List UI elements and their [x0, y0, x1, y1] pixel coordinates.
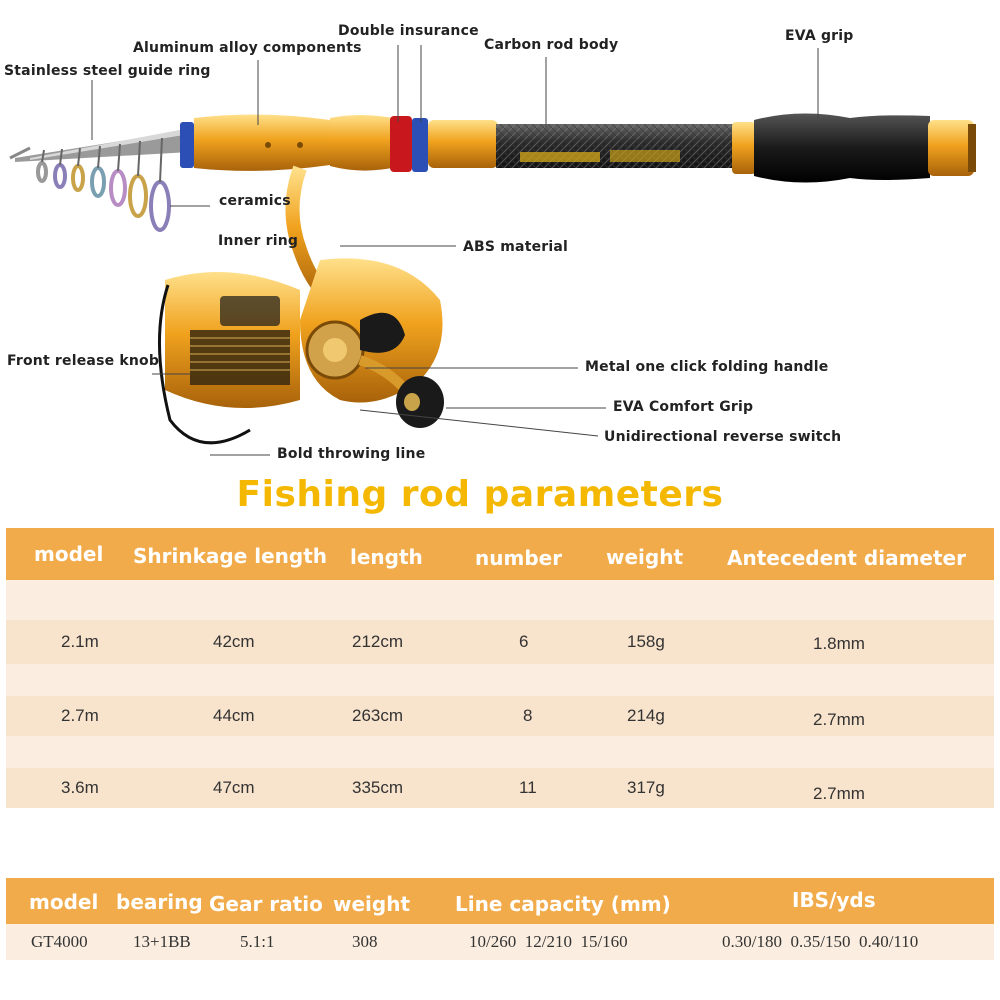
table-row	[6, 768, 994, 808]
cell-length: 263cm	[352, 706, 404, 725]
cell-weight: 214g	[627, 706, 665, 725]
table-spacer-row	[6, 580, 994, 620]
cell-bearing: 13+1BB	[133, 932, 191, 951]
cell-weight: 158g	[627, 632, 665, 651]
table-row	[6, 924, 994, 960]
cell-shrinkage-length: 42cm	[213, 632, 255, 651]
rod-table-header	[6, 528, 994, 580]
label-front-release-knob: Front release knob	[7, 353, 160, 369]
header-antecedent-diameter: Antecedent diameter	[727, 546, 966, 570]
cell-antecedent-diameter: 2.7mm	[813, 784, 865, 803]
label-carbon-rod-body: Carbon rod body	[484, 37, 619, 53]
cell-ibs-yds: 0.30/180 0.35/150 0.40/110	[722, 932, 919, 951]
header-shrinkage-length: Shrinkage length	[133, 544, 328, 568]
label-abs-material: ABS material	[463, 239, 569, 255]
header-length: length	[350, 545, 423, 569]
cell-length: 212cm	[352, 632, 404, 651]
header-model: model	[34, 542, 104, 566]
guide-rings	[38, 163, 169, 230]
header-weight: weight	[333, 892, 411, 916]
cell-shrinkage-length: 47cm	[213, 778, 255, 797]
cell-shrinkage-length: 44cm	[213, 706, 255, 725]
header-model: model	[29, 890, 99, 914]
header-line-capacity: Line capacity (mm)	[455, 892, 671, 916]
label-eva-comfort-grip: EVA Comfort Grip	[613, 399, 754, 415]
label-metal-folding-handle: Metal one click folding handle	[585, 359, 829, 375]
cell-model: GT4000	[31, 932, 88, 951]
header-ibs-yds: IBS/yds	[792, 888, 876, 912]
reel-table-header	[6, 878, 994, 924]
cell-model: 2.1m	[61, 632, 99, 651]
header-bearing: bearing	[116, 890, 203, 914]
cell-length: 335cm	[352, 778, 404, 797]
section-title: Fishing rod parameters	[236, 474, 724, 515]
table-row	[6, 696, 994, 736]
label-stainless-steel-guide-ring: Stainless steel guide ring	[4, 63, 211, 79]
cell-gear-ratio: 5.1:1	[240, 932, 275, 951]
header-gear-ratio: Gear ratio	[209, 892, 323, 916]
cell-weight: 308	[352, 932, 378, 951]
label-aluminum-alloy-components: Aluminum alloy components	[133, 40, 362, 56]
header-number: number	[475, 546, 563, 570]
cell-antecedent-diameter: 1.8mm	[813, 634, 865, 653]
cell-antecedent-diameter: 2.7mm	[813, 710, 865, 729]
cell-line-capacity: 10/260 12/210 15/160	[469, 932, 628, 951]
cell-number: 11	[519, 778, 537, 797]
table-row	[6, 620, 994, 664]
cell-model: 2.7m	[61, 706, 99, 725]
label-eva-grip: EVA grip	[785, 28, 854, 44]
cell-number: 8	[523, 706, 533, 725]
cell-model: 3.6m	[61, 778, 99, 797]
label-unidirectional-reverse-switch: Unidirectional reverse switch	[604, 429, 842, 445]
table-spacer-row	[6, 664, 994, 696]
label-double-insurance: Double insurance	[338, 23, 479, 39]
label-bold-throwing-line: Bold throwing line	[277, 446, 426, 462]
label-inner-ring: Inner ring	[218, 233, 299, 249]
cell-number: 6	[519, 632, 529, 651]
table-spacer-row	[6, 736, 994, 768]
cell-weight: 317g	[627, 778, 665, 797]
label-ceramics: ceramics	[219, 193, 291, 209]
header-weight: weight	[606, 545, 684, 569]
